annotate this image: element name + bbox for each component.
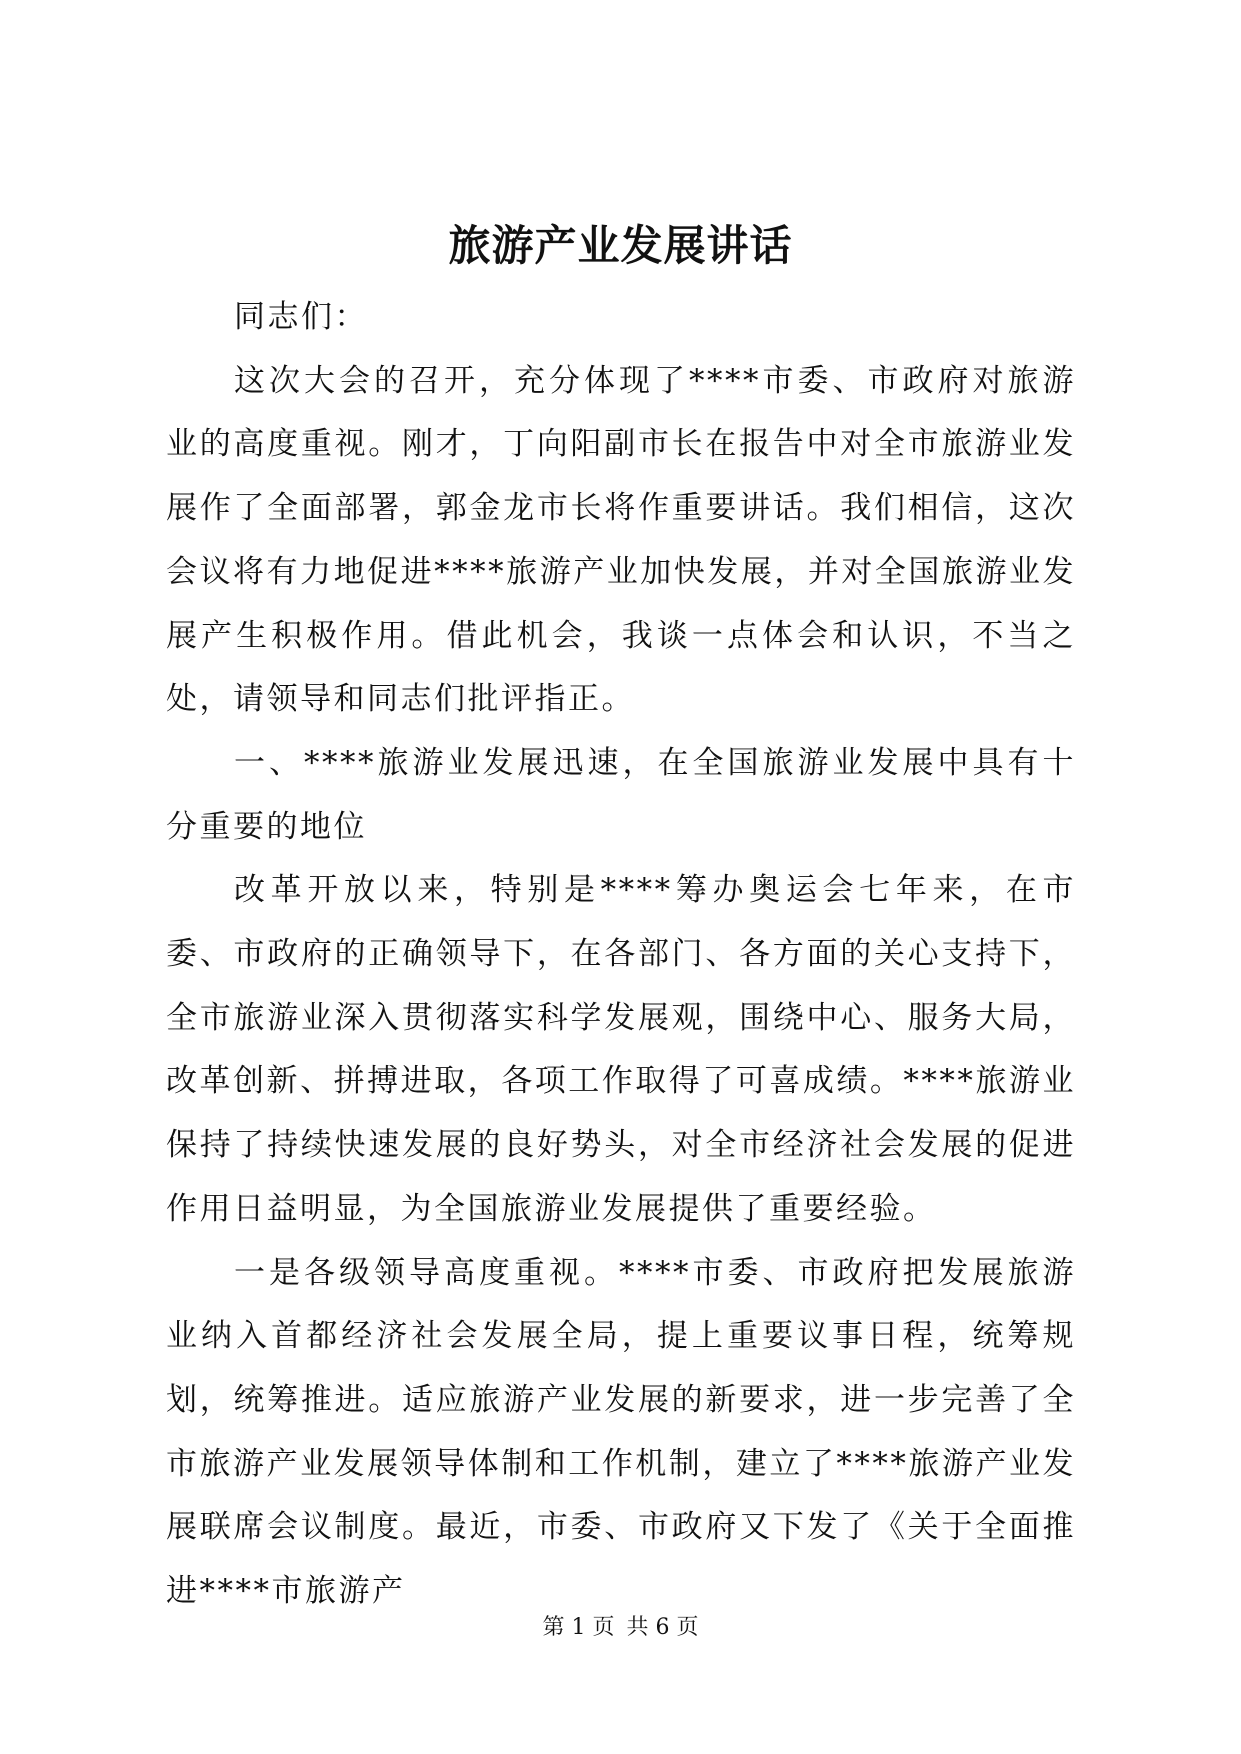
document-title: 旅游产业发展讲话 — [448, 221, 793, 270]
body-paragraph: 一是各级领导高度重视。****市委、市政府把发展旅游业纳入首都经济社会发展全局，提上重要议事日程，统筹规划，统筹推进。适应旅游产业发展的新要求，进一步完善了全市旅游产业发展领导体制和工作机制，建立了****旅游产业发展联席会议制度。最近，市委、市政府又下发了《关于全面推进****市旅游产 — [166, 1254, 1076, 1610]
body-paragraph: 改革开放以来，特别是****筹办奥运会七年来，在市委、市政府的正确领导下，在各部门、各方面的关心支持下，全市旅游业深入贯彻落实科学发展观，围绕中心、服务大局，改革创新、拼搏进取，各项工作取得了可喜成绩。****旅游业保持了持续快速发展的良好势头，对全市经济社会发展的促进作用日益明显，为全国旅游业发展提供了重要经验。 — [166, 872, 1076, 1227]
salutation-paragraph: 同志们： — [234, 299, 368, 335]
page-footer — [0, 1613, 1241, 1643]
document-body — [166, 286, 1076, 1624]
body-paragraph: 这次大会的召开，充分体现了****市委、市政府对旅游业的高度重视。刚才，丁向阳副市长在报告中对全市旅游业发展作了全面部署，郭金龙市长将作重要讲话。我们相信，这次会议将有力地促进****旅游产业加快发展，并对全国旅游业发展产生积极作用。借此机会，我谈一点体会和认识，不当之处，请领导和同志们批评指正。 — [166, 362, 1076, 718]
page-total: 共 6 页 — [626, 1615, 699, 1640]
page-number: 第 1 页 — [542, 1615, 615, 1640]
section-heading-paragraph: 一、****旅游业发展迅速，在全国旅游业发展中具有十分重要的地位 — [166, 744, 1076, 845]
